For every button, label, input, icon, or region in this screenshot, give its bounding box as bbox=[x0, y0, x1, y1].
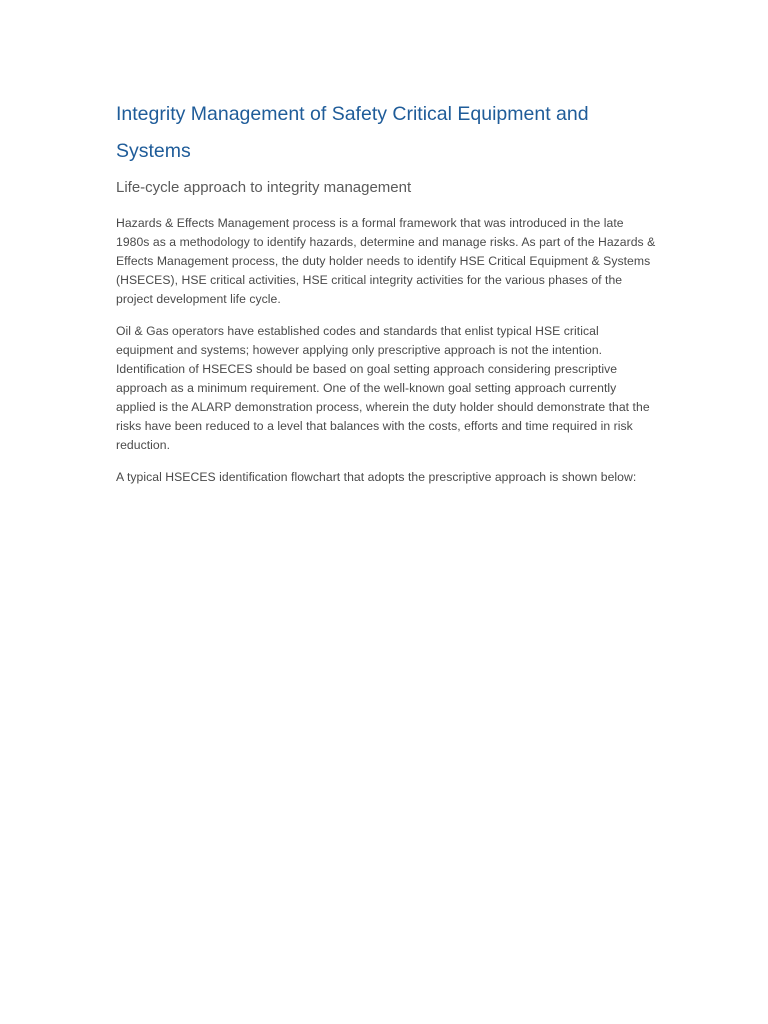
article-subtitle: Life-cycle approach to integrity management bbox=[116, 179, 412, 196]
paragraph-hazards-effects: Hazards & Effects Management process is a formal framework that was introduced in the late 1980s as a methodology to identify hazards, determine and manage risks. As part of the Hazards & Effects Management process, the duty holder needs to identify HSE Critical Equipment & Systems (HSECES), HSE critical activities, HSE critical integrity activities for the various phases of the project development life cycle. bbox=[116, 216, 656, 306]
paragraph-flowchart-intro: A typical HSECES identification flowchart that adopts the prescriptive approach is shown below: bbox=[116, 470, 637, 484]
article-title: Integrity Management of Safety Critical Equipment and Systems bbox=[116, 103, 589, 162]
article-content bbox=[116, 96, 656, 487]
paragraph-oil-gas-operators: Oil & Gas operators have established codes and standards that enlist typical HSE critical equipment and systems; however applying only prescriptive approach is not the intention. Identification of HSECES should be based on goal setting approach considering prescriptive approach as a minimum requirement. One of the well-known goal setting approach currently applied is the ALARP demonstration process, wherein the duty holder should demonstrate that the risks have been reduced to a level that balances with the costs, efforts and time required in risk reduction. bbox=[116, 324, 650, 452]
